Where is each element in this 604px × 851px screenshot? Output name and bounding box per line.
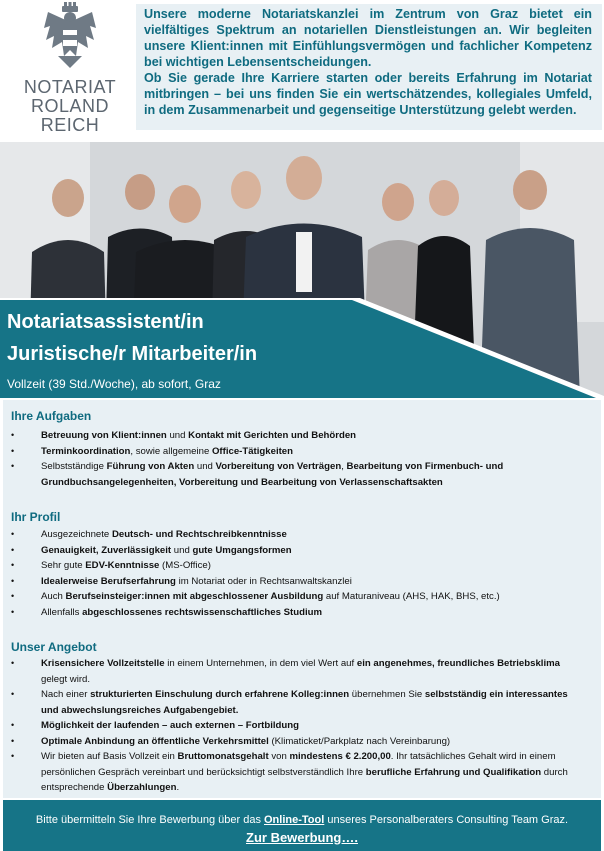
list-item: • Möglichkeit der laufenden – auch externen – Fortbildung: [3, 718, 601, 734]
list-item: • Idealerweise Berufserfahrung im Notariat oder in Rechtsanwaltskanzlei: [3, 574, 601, 590]
list-item: • Nach einer strukturierten Einschulung durch erfahrene Kolleg:innen übernehmen Sie selbstständig ein interessantes und abwechslungsreiches Aufgabengebiet.: [3, 687, 601, 718]
list-item: • Terminkoordination, sowie allgemeine Office-Tätigkeiten: [3, 444, 601, 460]
details-panel: [3, 400, 601, 798]
logo-line-3: REICH: [40, 115, 100, 135]
angebot-list: [3, 656, 601, 796]
list-item: • Ausgezeichnete Deutsch- und Rechtschreibkenntnisse: [3, 527, 601, 543]
profil-list: [3, 527, 601, 620]
logo-line-2: ROLAND: [30, 96, 109, 116]
austrian-eagle-crest-icon: [40, 2, 100, 72]
list-item: • Wir bieten auf Basis Vollzeit ein Bruttomonatsgehalt von mindestens € 2.200,00. Ihr tatsächliches Gehalt wird in einem persönlichen Gespräch vereinbart und berücksichtigt selbstverständlich Ihre berufliche Erfahrung und Qualifikation durch entsprechende Überzahlungen.: [3, 749, 601, 796]
list-item: • Krisensichere Vollzeitstelle in einem Unternehmen, in dem viel Wert auf ein angenehmes, freundliches Betriebsklima gelegt wird.: [3, 656, 601, 687]
job-title: [7, 309, 257, 367]
footer: [3, 800, 601, 851]
intro-paragraph-1: Unsere moderne Notariatskanzlei im Zentrum von Graz bietet ein vielfältiges Spektrum an notariellen Dienstleistungen an. Wir begleiten unsere Klient:innen mit Einfühlungsvermögen und fachlicher Kompetenz bei wichtigen Lebensentscheidungen.: [144, 7, 592, 69]
online-tool-link[interactable]: Online-Tool: [264, 814, 325, 826]
apply-link[interactable]: Zur Bewerbung….: [246, 830, 358, 845]
list-item: • Betreuung von Klient:innen und Kontakt mit Gerichten und Behörden: [3, 428, 601, 444]
list-item: • Optimale Anbindung an öffentliche Verkehrsmittel (Klimaticket/Parkplatz nach Vereinbarung): [3, 734, 601, 750]
job-subtitle: Vollzeit (39 Std./Woche), ab sofort, Graz: [7, 377, 221, 391]
aufgaben-list: [3, 428, 601, 490]
section-title-profil: Ihr Profil: [11, 510, 61, 524]
header: [0, 0, 604, 142]
intro-paragraph-2: Ob Sie gerade Ihre Karriere starten oder bereits Erfahrung im Notariat mitbringen – bei uns finden Sie ein wertschätzendes, kollegiales Umfeld, in dem Zusammenarbeit und gegenseitige Unterstützung gelebt werden.: [144, 71, 592, 117]
logo-line-1: NOTARIAT: [23, 77, 117, 97]
job-title-line-1: Notariatsassistent/in: [7, 311, 204, 333]
logo: [6, 2, 134, 138]
list-item: • Allenfalls abgeschlossenes rechtswissenschaftliches Studium: [3, 605, 601, 621]
list-item: • Selbstständige Führung von Akten und Vorbereitung von Verträgen, Bearbeitung von Firmenbuch- und Grundbuchsangelegenheiten, Vorbereitung und Bearbeitung von Verlassenschaftsakten: [3, 459, 601, 490]
list-item: • Genauigkeit, Zuverlässigkeit und gute Umgangsformen: [3, 543, 601, 559]
section-title-angebot: Unser Angebot: [11, 640, 97, 654]
job-title-line-2: Juristische/r Mitarbeiter/in: [7, 343, 258, 365]
list-item: • Auch Berufseinsteiger:innen mit abgeschlossener Ausbildung auf Maturaniveau (AHS, HAK, BHS, etc.): [3, 589, 601, 605]
list-item: • Sehr gute EDV-Kenntnisse (MS-Office): [3, 558, 601, 574]
footer-text: Bitte übermitteln Sie Ihre Bewerbung über das Online-Tool unseres Personalberaters Consulting Team Graz.: [35, 814, 569, 826]
intro-box: [136, 4, 602, 130]
section-title-aufgaben: Ihre Aufgaben: [11, 409, 92, 423]
